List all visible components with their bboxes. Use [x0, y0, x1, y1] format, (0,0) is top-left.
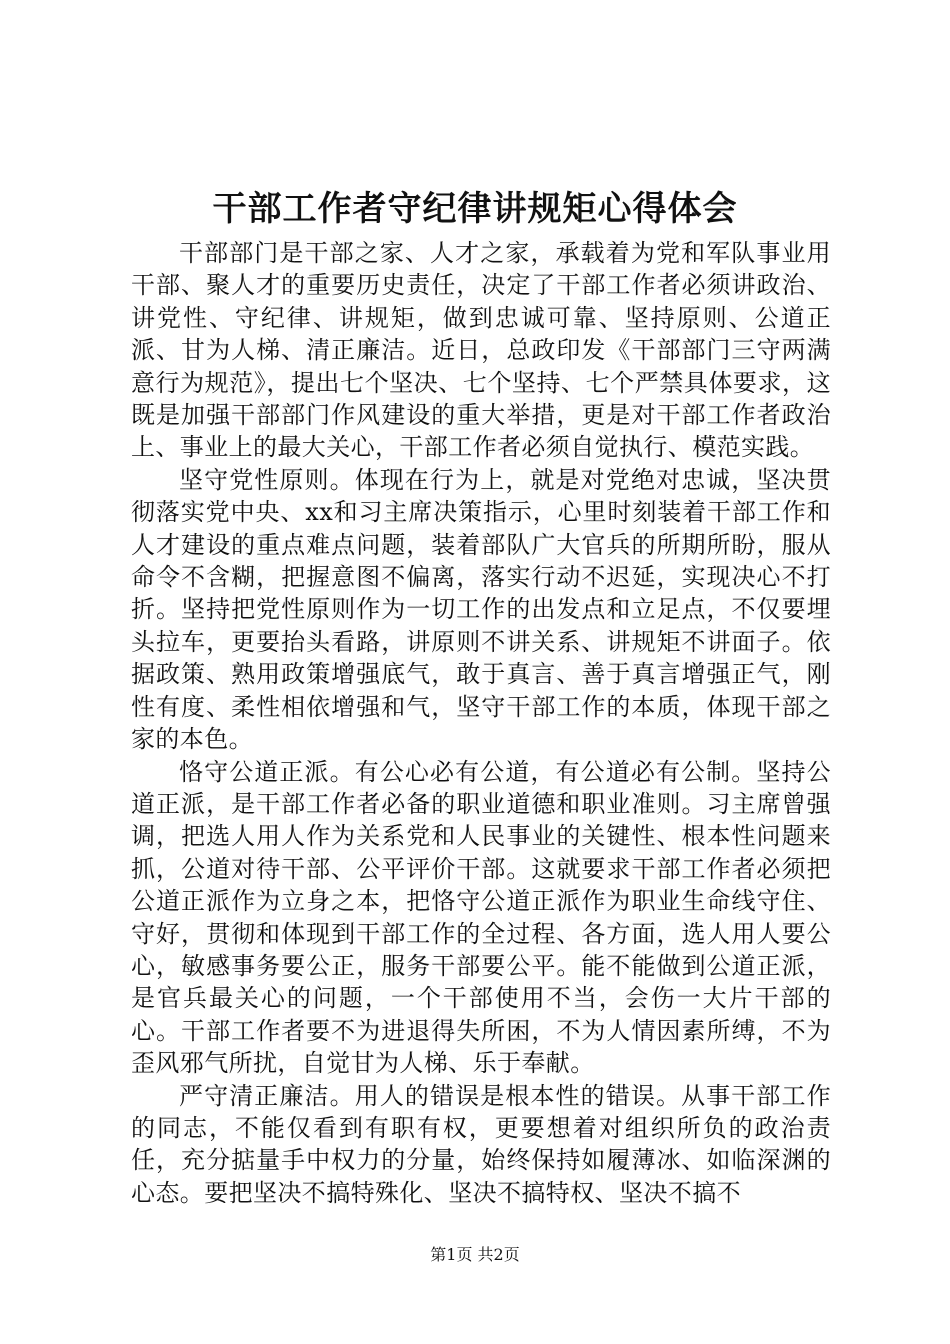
- paragraph-party-principle: 坚守党性原则。体现在行为上，就是对党绝对忠诚，坚决贯彻落实党中央、xx和习主席决策指示，心里时刻装着干部工作和人才建设的重点难点问题，装着部队广大官兵的所期所盼，服从命令不含糊，把握意图不偏离，落实行动不迟延，实现决心不打折。坚持把党性原则作为一切工作的出发点和立足点，不仅要埋头拉车，更要抬头看路，讲原则不讲关系、讲规矩不讲面子。依据政策、熟用政策增强底气，敢于真言、善于真言增强正气，刚性有度、柔性相依增强和气，坚守干部工作的本质，体现干部之家的本色。: [131, 465, 831, 754]
- paragraph-fairness: 恪守公道正派。有公心必有公道，有公道必有公制。坚持公道正派，是干部工作者必备的职业道德和职业准则。习主席曾强调，把选人用人作为关系党和人民事业的关键性、根本性问题来抓，公道对待干部、公平评价干部。这就要求干部工作者必须把公道正派作为立身之本，把恪守公道正派作为职业生命线守住、守好，贯彻和体现到干部工作的全过程、各方面，选人用人要公心，敏感事务要公正，服务干部要公平。能不能做到公道正派，是官兵最关心的问题，一个干部使用不当，会伤一大片干部的心。干部工作者要不为进退得失所困，不为人情因素所缚，不为歪风邪气所扰，自觉甘为人梯、乐于奉献。: [131, 757, 831, 1078]
- page-number-footer: 第1页 共2页: [430, 1245, 520, 1264]
- paragraph-integrity: 严守清正廉洁。用人的错误是根本性的错误。从事干部工作的同志，不能仅看到有职有权，更要想着对组织所负的政治责任，充分掂量手中权力的分量，始终保持如履薄冰、如临深渊的心态。要把坚决不搞特殊化、坚决不搞特权、坚决不搞不: [131, 1081, 831, 1207]
- paragraph-intro: 干部部门是干部之家、人才之家，承载着为党和军队事业用干部、聚人才的重要历史责任，决定了干部工作者必须讲政治、讲党性、守纪律、讲规矩，做到忠诚可靠、坚持原则、公道正派、甘为人梯、清正廉洁。近日，总政印发《干部部门三守两满意行为规范》，提出七个坚决、七个坚持、七个严禁具体要求，这既是加强干部部门作风建设的重大举措，更是对干部工作者政治上、事业上的最大关心，干部工作者必须自觉执行、模范实践。: [131, 239, 831, 462]
- document-title: 干部工作者守纪律讲规矩心得体会: [212, 189, 738, 229]
- document-body: [131, 237, 831, 1209]
